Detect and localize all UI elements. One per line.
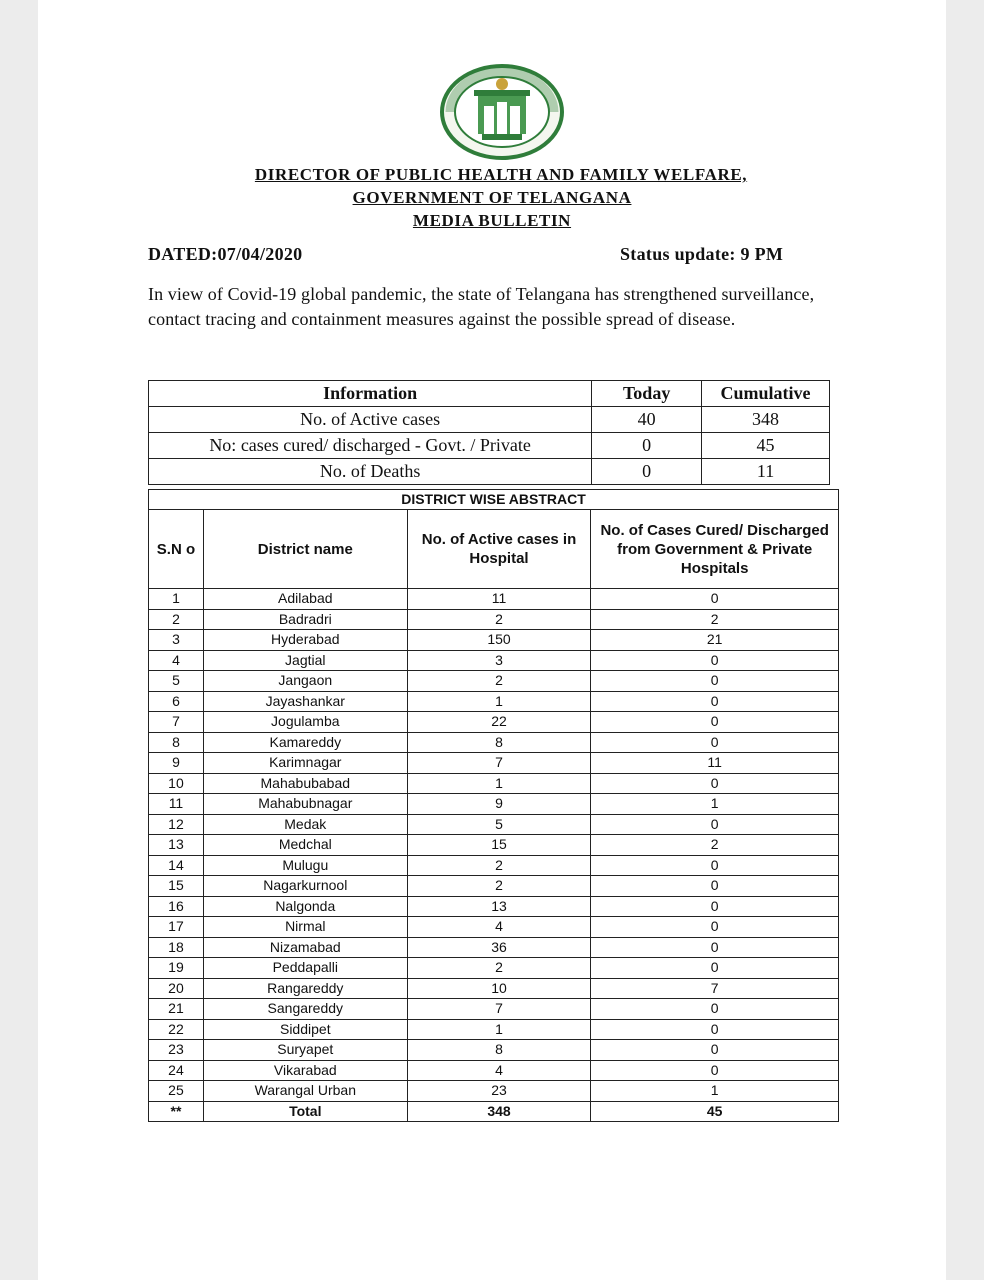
table-cell: 2: [407, 855, 591, 876]
table-cell: 5: [407, 814, 591, 835]
table-cell: 21: [591, 630, 839, 651]
table-cell: 0: [591, 712, 839, 733]
total-cell: **: [149, 1101, 204, 1122]
table-cell: 25: [149, 1081, 204, 1102]
table-cell: Mahabubabad: [203, 773, 407, 794]
table-cell: 0: [591, 589, 839, 610]
header-line-3: MEDIA BULLETIN: [412, 211, 572, 230]
table-row: [149, 835, 839, 856]
total-row: [149, 1101, 839, 1122]
table-cell: 1: [407, 773, 591, 794]
table-cell: 2: [407, 609, 591, 630]
table-cell: Jagtial: [203, 650, 407, 671]
summary-cell: 11: [702, 459, 830, 485]
summary-cell: No. of Deaths: [149, 459, 592, 485]
summary-cell: 45: [702, 433, 830, 459]
table-cell: 8: [407, 732, 591, 753]
table-cell: 7: [591, 978, 839, 999]
table-cell: Warangal Urban: [203, 1081, 407, 1102]
table-cell: 24: [149, 1060, 204, 1081]
header-line-2: GOVERNMENT OF TELANGANA: [352, 188, 632, 207]
table-cell: Nizamabad: [203, 937, 407, 958]
intro-paragraph: In view of Covid-19 global pandemic, the state of Telangana has strengthened surveillance, contact tracing and containment measures against the possible spread of disease.: [148, 284, 815, 329]
table-cell: 2: [591, 835, 839, 856]
summary-cell: 0: [592, 433, 702, 459]
table-cell: 0: [591, 1040, 839, 1061]
table-row: [149, 1040, 839, 1061]
table-cell: Medchal: [203, 835, 407, 856]
table-row: [149, 691, 839, 712]
district-header-cell: S.N o: [149, 510, 204, 589]
table-cell: 11: [591, 753, 839, 774]
table-cell: Medak: [203, 814, 407, 835]
table-cell: Nalgonda: [203, 896, 407, 917]
table-row: [149, 917, 839, 938]
table-cell: 0: [591, 937, 839, 958]
table-cell: 1: [149, 589, 204, 610]
table-row: [149, 609, 839, 630]
table-cell: 5: [149, 671, 204, 692]
table-cell: 7: [407, 753, 591, 774]
telangana-government-seal-logo: [440, 64, 564, 160]
table-cell: 11: [149, 794, 204, 815]
table-row: [149, 753, 839, 774]
district-header-row: [149, 510, 839, 589]
table-cell: 3: [407, 650, 591, 671]
table-cell: 15: [149, 876, 204, 897]
table-row: [149, 589, 839, 610]
table-cell: 9: [149, 753, 204, 774]
summary-row: [149, 433, 830, 459]
table-row: [149, 1060, 839, 1081]
table-cell: 7: [149, 712, 204, 733]
district-table: [148, 489, 839, 1122]
table-cell: 0: [591, 1019, 839, 1040]
table-cell: Vikarabad: [203, 1060, 407, 1081]
district-table-title: DISTRICT WISE ABSTRACT: [149, 490, 839, 510]
table-cell: 0: [591, 958, 839, 979]
table-row: [149, 1019, 839, 1040]
table-cell: 10: [407, 978, 591, 999]
table-cell: 8: [407, 1040, 591, 1061]
table-cell: 12: [149, 814, 204, 835]
table-row: [149, 937, 839, 958]
table-row: [149, 896, 839, 917]
table-row: [149, 978, 839, 999]
table-cell: 0: [591, 732, 839, 753]
table-row: [149, 671, 839, 692]
table-cell: 13: [149, 835, 204, 856]
table-cell: 7: [407, 999, 591, 1020]
district-header-cell: District name: [203, 510, 407, 589]
table-cell: 2: [407, 876, 591, 897]
table-row: [149, 650, 839, 671]
status-update-text: Status update: 9 PM: [620, 244, 784, 264]
table-cell: 13: [407, 896, 591, 917]
table-cell: Peddapalli: [203, 958, 407, 979]
table-cell: Jogulamba: [203, 712, 407, 733]
table-cell: 0: [591, 1060, 839, 1081]
summary-row: [149, 407, 830, 433]
table-cell: 17: [149, 917, 204, 938]
summary-header-row: [149, 381, 830, 407]
table-cell: 14: [149, 855, 204, 876]
total-cell: 348: [407, 1101, 591, 1122]
header-line-1: DIRECTOR OF PUBLIC HEALTH AND FAMILY WELFARE,: [254, 165, 748, 184]
table-row: [149, 999, 839, 1020]
table-cell: 9: [407, 794, 591, 815]
table-cell: 4: [149, 650, 204, 671]
table-cell: 2: [591, 609, 839, 630]
table-cell: Nirmal: [203, 917, 407, 938]
table-cell: 1: [591, 794, 839, 815]
table-cell: 16: [149, 896, 204, 917]
table-cell: 0: [591, 650, 839, 671]
table-cell: Jayashankar: [203, 691, 407, 712]
table-cell: 11: [407, 589, 591, 610]
total-cell: 45: [591, 1101, 839, 1122]
table-cell: 0: [591, 876, 839, 897]
total-cell: Total: [203, 1101, 407, 1122]
summary-cell: No: cases cured/ discharged - Govt. / Private: [149, 433, 592, 459]
table-cell: 10: [149, 773, 204, 794]
summary-cell: 348: [702, 407, 830, 433]
table-cell: 2: [149, 609, 204, 630]
table-cell: Karimnagar: [203, 753, 407, 774]
table-cell: Mahabubnagar: [203, 794, 407, 815]
table-cell: 21: [149, 999, 204, 1020]
table-cell: 4: [407, 1060, 591, 1081]
table-cell: 20: [149, 978, 204, 999]
dated-text: DATED:07/04/2020: [148, 244, 303, 264]
table-cell: 3: [149, 630, 204, 651]
table-cell: 4: [407, 917, 591, 938]
table-cell: Nagarkurnool: [203, 876, 407, 897]
summary-header-cell: Today: [592, 381, 702, 407]
table-cell: 23: [149, 1040, 204, 1061]
table-cell: Mulugu: [203, 855, 407, 876]
summary-header-cell: Information: [149, 381, 592, 407]
table-cell: 0: [591, 896, 839, 917]
table-cell: 8: [149, 732, 204, 753]
table-cell: 6: [149, 691, 204, 712]
table-cell: 0: [591, 999, 839, 1020]
table-row: [149, 958, 839, 979]
table-cell: 18: [149, 937, 204, 958]
table-row: [149, 814, 839, 835]
table-cell: 0: [591, 855, 839, 876]
district-title-row: [149, 490, 839, 510]
table-cell: 0: [591, 671, 839, 692]
table-cell: 150: [407, 630, 591, 651]
table-cell: 0: [591, 773, 839, 794]
table-cell: 36: [407, 937, 591, 958]
summary-table: [148, 380, 830, 485]
table-cell: Rangareddy: [203, 978, 407, 999]
table-row: [149, 630, 839, 651]
table-cell: Badradri: [203, 609, 407, 630]
table-row: [149, 855, 839, 876]
table-cell: 0: [591, 917, 839, 938]
table-cell: 0: [591, 691, 839, 712]
table-cell: Jangaon: [203, 671, 407, 692]
table-row: [149, 732, 839, 753]
summary-cell: 0: [592, 459, 702, 485]
table-cell: 1: [407, 691, 591, 712]
table-cell: Hyderabad: [203, 630, 407, 651]
table-cell: 1: [407, 1019, 591, 1040]
table-row: [149, 794, 839, 815]
table-row: [149, 876, 839, 897]
table-cell: 1: [591, 1081, 839, 1102]
summary-cell: No. of Active cases: [149, 407, 592, 433]
table-cell: 2: [407, 958, 591, 979]
table-cell: Siddipet: [203, 1019, 407, 1040]
table-cell: 15: [407, 835, 591, 856]
table-cell: Kamareddy: [203, 732, 407, 753]
summary-header-cell: Cumulative: [702, 381, 830, 407]
summary-cell: 40: [592, 407, 702, 433]
table-cell: 0: [591, 814, 839, 835]
table-row: [149, 1081, 839, 1102]
table-row: [149, 773, 839, 794]
table-cell: Sangareddy: [203, 999, 407, 1020]
district-header-cell: No. of Active cases in Hospital: [407, 510, 591, 589]
table-cell: 22: [407, 712, 591, 733]
table-cell: 23: [407, 1081, 591, 1102]
table-cell: Suryapet: [203, 1040, 407, 1061]
table-row: [149, 712, 839, 733]
table-cell: 2: [407, 671, 591, 692]
table-cell: 19: [149, 958, 204, 979]
district-header-cell: No. of Cases Cured/ Discharged from Government & Private Hospitals: [591, 510, 839, 589]
summary-row: [149, 459, 830, 485]
table-cell: Adilabad: [203, 589, 407, 610]
table-cell: 22: [149, 1019, 204, 1040]
